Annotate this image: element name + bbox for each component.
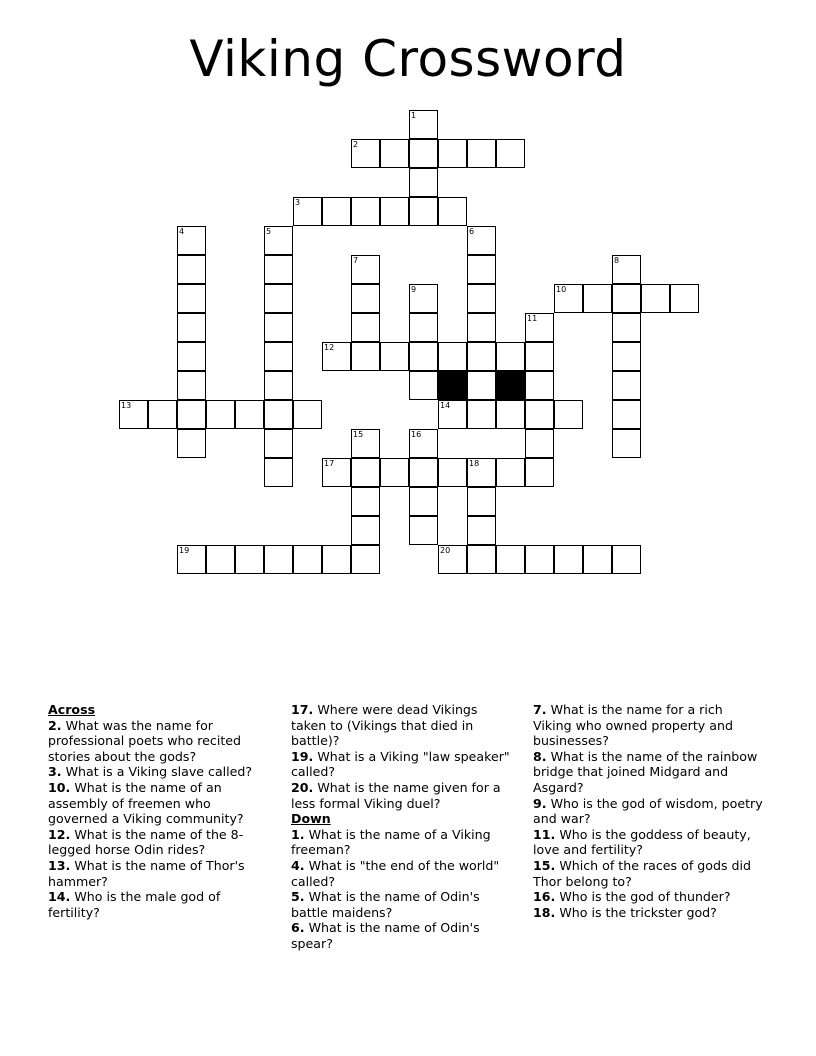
grid-cell[interactable] bbox=[351, 284, 380, 313]
grid-cell[interactable] bbox=[554, 400, 583, 429]
grid-cell[interactable] bbox=[467, 545, 496, 574]
grid-cell[interactable] bbox=[467, 342, 496, 371]
grid-cell[interactable] bbox=[380, 342, 409, 371]
grid-cell[interactable] bbox=[351, 458, 380, 487]
grid-cell[interactable] bbox=[583, 284, 612, 313]
clue-across-14: 14. Who is the male god of fertility? bbox=[48, 889, 221, 920]
grid-cell[interactable] bbox=[177, 255, 206, 284]
grid-cell[interactable] bbox=[438, 139, 467, 168]
grid-cell[interactable] bbox=[235, 400, 264, 429]
grid-cell[interactable] bbox=[206, 400, 235, 429]
clue-number-12: 12 bbox=[324, 343, 335, 352]
grid-cell[interactable] bbox=[438, 458, 467, 487]
grid-cell[interactable] bbox=[264, 284, 293, 313]
grid-cell[interactable] bbox=[612, 313, 641, 342]
clue-column-3 bbox=[533, 702, 763, 920]
grid-cell[interactable] bbox=[525, 400, 554, 429]
grid-cell[interactable] bbox=[641, 284, 670, 313]
clue-number-2: 2 bbox=[353, 140, 359, 149]
grid-cell[interactable] bbox=[583, 545, 612, 574]
clue-down-5: 5. What is the name of Odin's battle maidens? bbox=[291, 889, 480, 920]
grid-cell[interactable] bbox=[177, 371, 206, 400]
grid-cell[interactable] bbox=[264, 255, 293, 284]
grid-cell[interactable] bbox=[612, 342, 641, 371]
clue-number-4: 4 bbox=[179, 227, 185, 236]
grid-cell[interactable] bbox=[264, 545, 293, 574]
clue-across-13: 13. What is the name of Thor's hammer? bbox=[48, 857, 245, 889]
clue-number-14: 14 bbox=[440, 401, 451, 410]
grid-cell[interactable] bbox=[351, 342, 380, 371]
grid-cell[interactable] bbox=[380, 458, 409, 487]
clue-across-12: 12. What is the name of the 8-legged horse Odin rides? bbox=[48, 826, 244, 858]
grid-cell[interactable] bbox=[467, 284, 496, 313]
clue-down-7: 7. What is the name for a rich Viking who owned property and businesses? bbox=[533, 702, 733, 749]
clue-number-20: 20 bbox=[440, 546, 451, 555]
grid-cell[interactable] bbox=[177, 313, 206, 342]
grid-cell[interactable] bbox=[409, 371, 438, 400]
clue-across-10: 10. What is the name of an assembly of freemen who governed a Viking community? bbox=[48, 779, 244, 827]
clue-number-17: 17 bbox=[324, 459, 335, 468]
page-title: Viking Crossword bbox=[189, 30, 627, 88]
grid-cell[interactable] bbox=[467, 313, 496, 342]
grid-cell[interactable] bbox=[496, 139, 525, 168]
grid-cell[interactable] bbox=[322, 197, 351, 226]
grid-cell[interactable] bbox=[351, 197, 380, 226]
grid-cell[interactable] bbox=[467, 255, 496, 284]
grid-cell[interactable] bbox=[380, 139, 409, 168]
grid-cell[interactable] bbox=[612, 284, 641, 313]
grid-cell[interactable] bbox=[409, 487, 438, 516]
clue-number-3: 3 bbox=[295, 198, 301, 207]
grid-cell[interactable] bbox=[554, 545, 583, 574]
grid-cell[interactable] bbox=[612, 400, 641, 429]
grid-cell[interactable] bbox=[264, 342, 293, 371]
down-header: Down bbox=[291, 811, 331, 827]
grid-cell[interactable] bbox=[496, 545, 525, 574]
grid-cell[interactable] bbox=[612, 545, 641, 574]
grid-cell[interactable] bbox=[467, 400, 496, 429]
clue-down-11: 11. Who is the goddess of beauty, love and fertility? bbox=[533, 826, 751, 858]
grid-cell[interactable] bbox=[177, 284, 206, 313]
clue-down-1: 1. What is the name of a Viking freeman? bbox=[291, 826, 491, 858]
clue-number-9: 9 bbox=[411, 285, 417, 294]
grid-cell[interactable] bbox=[177, 429, 206, 458]
grid-cell[interactable] bbox=[438, 197, 467, 226]
grid-cell[interactable] bbox=[409, 139, 438, 168]
grid-cell[interactable] bbox=[264, 400, 293, 429]
grid-cell[interactable] bbox=[351, 487, 380, 516]
grid-cell[interactable] bbox=[409, 197, 438, 226]
grid-cell[interactable] bbox=[380, 197, 409, 226]
grid-cell[interactable] bbox=[409, 458, 438, 487]
grid-cell[interactable] bbox=[496, 458, 525, 487]
clue-down-18: 18. Who is the trickster god? bbox=[533, 904, 717, 920]
grid-cell[interactable] bbox=[409, 516, 438, 545]
clue-down-6: 6. What is the name of Odin's spear? bbox=[291, 920, 480, 951]
grid-cell[interactable] bbox=[293, 400, 322, 429]
clue-number-7: 7 bbox=[353, 256, 359, 265]
clue-across-19: 19. What is a Viking "law speaker" called? bbox=[291, 748, 510, 780]
clue-down-4: 4. What is "the end of the world" called? bbox=[291, 857, 500, 889]
grid-cell[interactable] bbox=[525, 458, 554, 487]
clue-down-16: 16. Who is the god of thunder? bbox=[533, 889, 731, 905]
clue-number-16: 16 bbox=[411, 430, 422, 439]
clue-number-5: 5 bbox=[266, 227, 272, 236]
grid-cell[interactable] bbox=[409, 313, 438, 342]
grid-cell[interactable] bbox=[525, 545, 554, 574]
grid-cell[interactable] bbox=[525, 342, 554, 371]
grid-cell[interactable] bbox=[438, 342, 467, 371]
clue-down-15: 15. Which of the races of gods did Thor belong to? bbox=[533, 857, 752, 889]
across-header: Across bbox=[48, 702, 96, 717]
grid-cell[interactable] bbox=[467, 139, 496, 168]
clue-down-8: 8. What is the name of the rainbow bridge that joined Midgard and Asgard? bbox=[533, 748, 758, 795]
grid-cell[interactable] bbox=[351, 313, 380, 342]
grid-cell[interactable] bbox=[264, 458, 293, 487]
clue-number-19: 19 bbox=[179, 546, 190, 555]
blocked-cell bbox=[496, 371, 525, 400]
clue-column-2 bbox=[291, 702, 515, 952]
grid-cell[interactable] bbox=[177, 342, 206, 371]
grid-cell[interactable] bbox=[670, 284, 699, 313]
grid-cell[interactable] bbox=[293, 545, 322, 574]
clue-number-13: 13 bbox=[121, 401, 132, 410]
grid-cell[interactable] bbox=[177, 400, 206, 429]
grid-cell[interactable] bbox=[264, 313, 293, 342]
clue-number-18: 18 bbox=[469, 459, 480, 468]
clue-across-3: 3. What is a Viking slave called? bbox=[48, 764, 253, 780]
grid-cell[interactable] bbox=[148, 400, 177, 429]
grid-cell[interactable] bbox=[467, 487, 496, 516]
blocked-cell bbox=[438, 371, 467, 400]
grid-cell[interactable] bbox=[322, 545, 351, 574]
grid-cell[interactable] bbox=[612, 371, 641, 400]
clue-number-15: 15 bbox=[353, 430, 364, 439]
grid-cell[interactable] bbox=[235, 545, 264, 574]
grid-cell[interactable] bbox=[351, 545, 380, 574]
clue-across-2: 2. What was the name for professional poets who recited stories about the gods? bbox=[48, 717, 242, 764]
grid-cell[interactable] bbox=[409, 168, 438, 197]
clue-down-9: 9. Who is the god of wisdom, poetry and war? bbox=[533, 795, 763, 827]
grid-cell[interactable] bbox=[264, 429, 293, 458]
grid-cell[interactable] bbox=[351, 516, 380, 545]
grid-cell[interactable] bbox=[525, 429, 554, 458]
clue-number-6: 6 bbox=[469, 227, 475, 236]
clue-across-17: 17. Where were dead Vikings taken to (Vikings that died in battle)? bbox=[291, 702, 478, 749]
grid-cell[interactable] bbox=[206, 545, 235, 574]
grid-cell[interactable] bbox=[467, 516, 496, 545]
grid-cell[interactable] bbox=[525, 371, 554, 400]
grid-cell[interactable] bbox=[496, 400, 525, 429]
grid-cell[interactable] bbox=[467, 371, 496, 400]
clue-number-1: 1 bbox=[411, 111, 417, 120]
clue-number-11: 11 bbox=[527, 314, 538, 323]
clue-column-1 bbox=[48, 702, 270, 920]
clue-number-10: 10 bbox=[556, 285, 567, 294]
grid-cell[interactable] bbox=[612, 429, 641, 458]
grid-cell[interactable] bbox=[496, 342, 525, 371]
clue-across-20: 20. What is the name given for a less formal Viking duel? bbox=[291, 779, 501, 811]
grid-cell[interactable] bbox=[409, 342, 438, 371]
grid-cell[interactable] bbox=[264, 371, 293, 400]
clue-number-8: 8 bbox=[614, 256, 620, 265]
